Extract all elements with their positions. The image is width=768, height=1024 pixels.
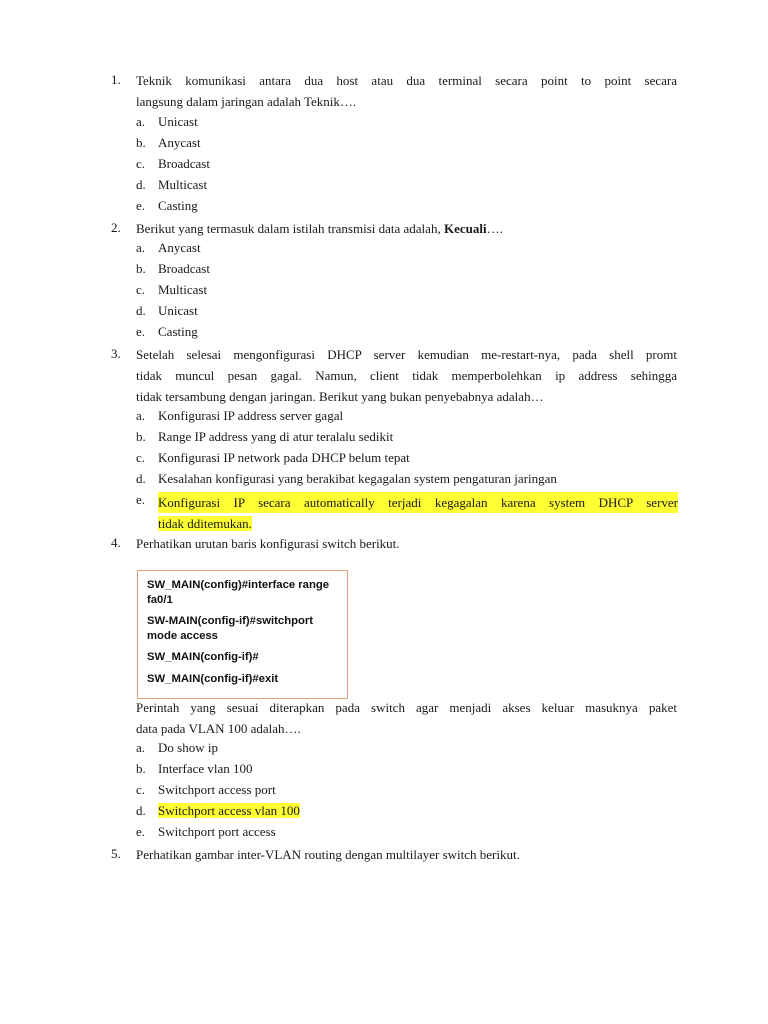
question-1-text bbox=[136, 70, 677, 112]
q1-option-a: Unicast bbox=[158, 114, 198, 129]
q3-option-a-letter: a. bbox=[136, 408, 146, 423]
question-1-number: 1. bbox=[111, 72, 121, 87]
q1-option-b: Anycast bbox=[158, 135, 201, 150]
question-2-number: 2. bbox=[111, 220, 121, 235]
q1-option-a-letter: a. bbox=[136, 114, 146, 129]
q4-option-c: Switchport access port bbox=[158, 782, 276, 797]
q3-option-b-letter: b. bbox=[136, 429, 146, 444]
question-4-line-2: data pada VLAN 100 adalah…. bbox=[136, 721, 301, 736]
question-3-line-3: tidak tersambung dengan jaringan. Berikut yang bukan penyebabnya adalah… bbox=[136, 389, 544, 404]
q2-option-c-letter: c. bbox=[136, 282, 146, 297]
code-line-1: SW_MAIN(config)#interface range fa0/1 bbox=[147, 579, 330, 606]
q1-option-b-letter: b. bbox=[136, 135, 146, 150]
question-4-text bbox=[136, 697, 677, 739]
question-5-number: 5. bbox=[111, 846, 121, 861]
q3-option-e-line-2: tidak dditemukan. bbox=[158, 516, 252, 531]
question-3-text bbox=[136, 344, 677, 407]
q2-option-a-letter: a. bbox=[136, 240, 146, 255]
q4-option-d bbox=[158, 803, 678, 819]
q3-option-e-line-1: Konfigurasi IP secara automatically terjadi kegagalan karena system DHCP server bbox=[158, 492, 678, 513]
q2-option-e: Casting bbox=[158, 324, 198, 339]
q4-option-b: Interface vlan 100 bbox=[158, 761, 253, 776]
q2-option-c: Multicast bbox=[158, 282, 208, 297]
q3-option-e-letter: e. bbox=[136, 492, 146, 507]
question-3-line-2: tidak muncul pesan gagal. Namun, client tidak memperbolehkan ip address sehingga bbox=[136, 368, 677, 383]
q1-option-c: Broadcast bbox=[158, 156, 210, 171]
question-4-line-1: Perintah yang sesuai diterapkan pada switch agar menjadi akses keluar masuknya paket bbox=[136, 700, 677, 715]
code-line-2: SW-MAIN(config-if)#switchport mode access bbox=[147, 615, 314, 642]
q4-option-d-letter: d. bbox=[136, 803, 146, 818]
q3-option-d: Kesalahan konfigurasi yang berakibat kegagalan system pengaturan jaringan bbox=[158, 471, 557, 486]
question-3-line-1: Setelah selesai mengonfigurasi DHCP server kemudian me-restart-nya, pada shell promt bbox=[136, 347, 677, 362]
q1-option-e: Casting bbox=[158, 198, 198, 213]
q2-option-a: Anycast bbox=[158, 240, 201, 255]
question-5-intro: Perhatikan gambar inter-VLAN routing dengan multilayer switch berikut. bbox=[136, 847, 520, 862]
q4-option-a-letter: a. bbox=[136, 740, 146, 755]
question-4-intro: Perhatikan urutan baris konfigurasi switch berikut. bbox=[136, 536, 400, 551]
q4-option-a: Do show ip bbox=[158, 740, 218, 755]
q1-option-c-letter: c. bbox=[136, 156, 146, 171]
question-3-number: 3. bbox=[111, 346, 121, 361]
q3-option-a: Konfigurasi IP address server gagal bbox=[158, 408, 344, 423]
q4-option-d-highlight: Switchport access vlan 100 bbox=[158, 803, 300, 818]
q3-option-d-letter: d. bbox=[136, 471, 146, 486]
question-2-text bbox=[136, 218, 677, 239]
q4-option-b-letter: b. bbox=[136, 761, 146, 776]
q4-option-e-letter: e. bbox=[136, 824, 146, 839]
code-line-4: SW_MAIN(config-if)#exit bbox=[147, 672, 279, 685]
q3-option-c-letter: c. bbox=[136, 450, 146, 465]
q2-option-b-letter: b. bbox=[136, 261, 146, 276]
q1-option-e-letter: e. bbox=[136, 198, 146, 213]
q2-option-b: Broadcast bbox=[158, 261, 210, 276]
q2-option-d-letter: d. bbox=[136, 303, 146, 318]
q1-option-d: Multicast bbox=[158, 177, 208, 192]
question-2-text-after: …. bbox=[486, 221, 503, 236]
question-1-line-1: Teknik komunikasi antara dua host atau dua terminal secara point to point secara bbox=[136, 73, 677, 88]
q3-option-b: Range IP address yang di atur teralalu sedikit bbox=[158, 429, 394, 444]
question-2-text-before: Berikut yang termasuk dalam istilah transmisi data adalah, bbox=[136, 221, 444, 236]
q2-option-e-letter: e. bbox=[136, 324, 146, 339]
code-line-3: SW_MAIN(config-if)# bbox=[147, 651, 259, 663]
q1-option-d-letter: d. bbox=[136, 177, 146, 192]
question-4-number: 4. bbox=[111, 535, 121, 550]
q3-option-e bbox=[158, 492, 678, 534]
q4-option-c-letter: c. bbox=[136, 782, 146, 797]
q2-option-d: Unicast bbox=[158, 303, 198, 318]
question-1-line-2: langsung dalam jaringan adalah Teknik…. bbox=[136, 94, 357, 109]
q3-option-c: Konfigurasi IP network pada DHCP belum tepat bbox=[158, 450, 410, 465]
q4-option-e: Switchport port access bbox=[158, 824, 276, 839]
question-2-text-bold: Kecuali bbox=[443, 221, 487, 236]
config-code-box bbox=[137, 570, 348, 699]
